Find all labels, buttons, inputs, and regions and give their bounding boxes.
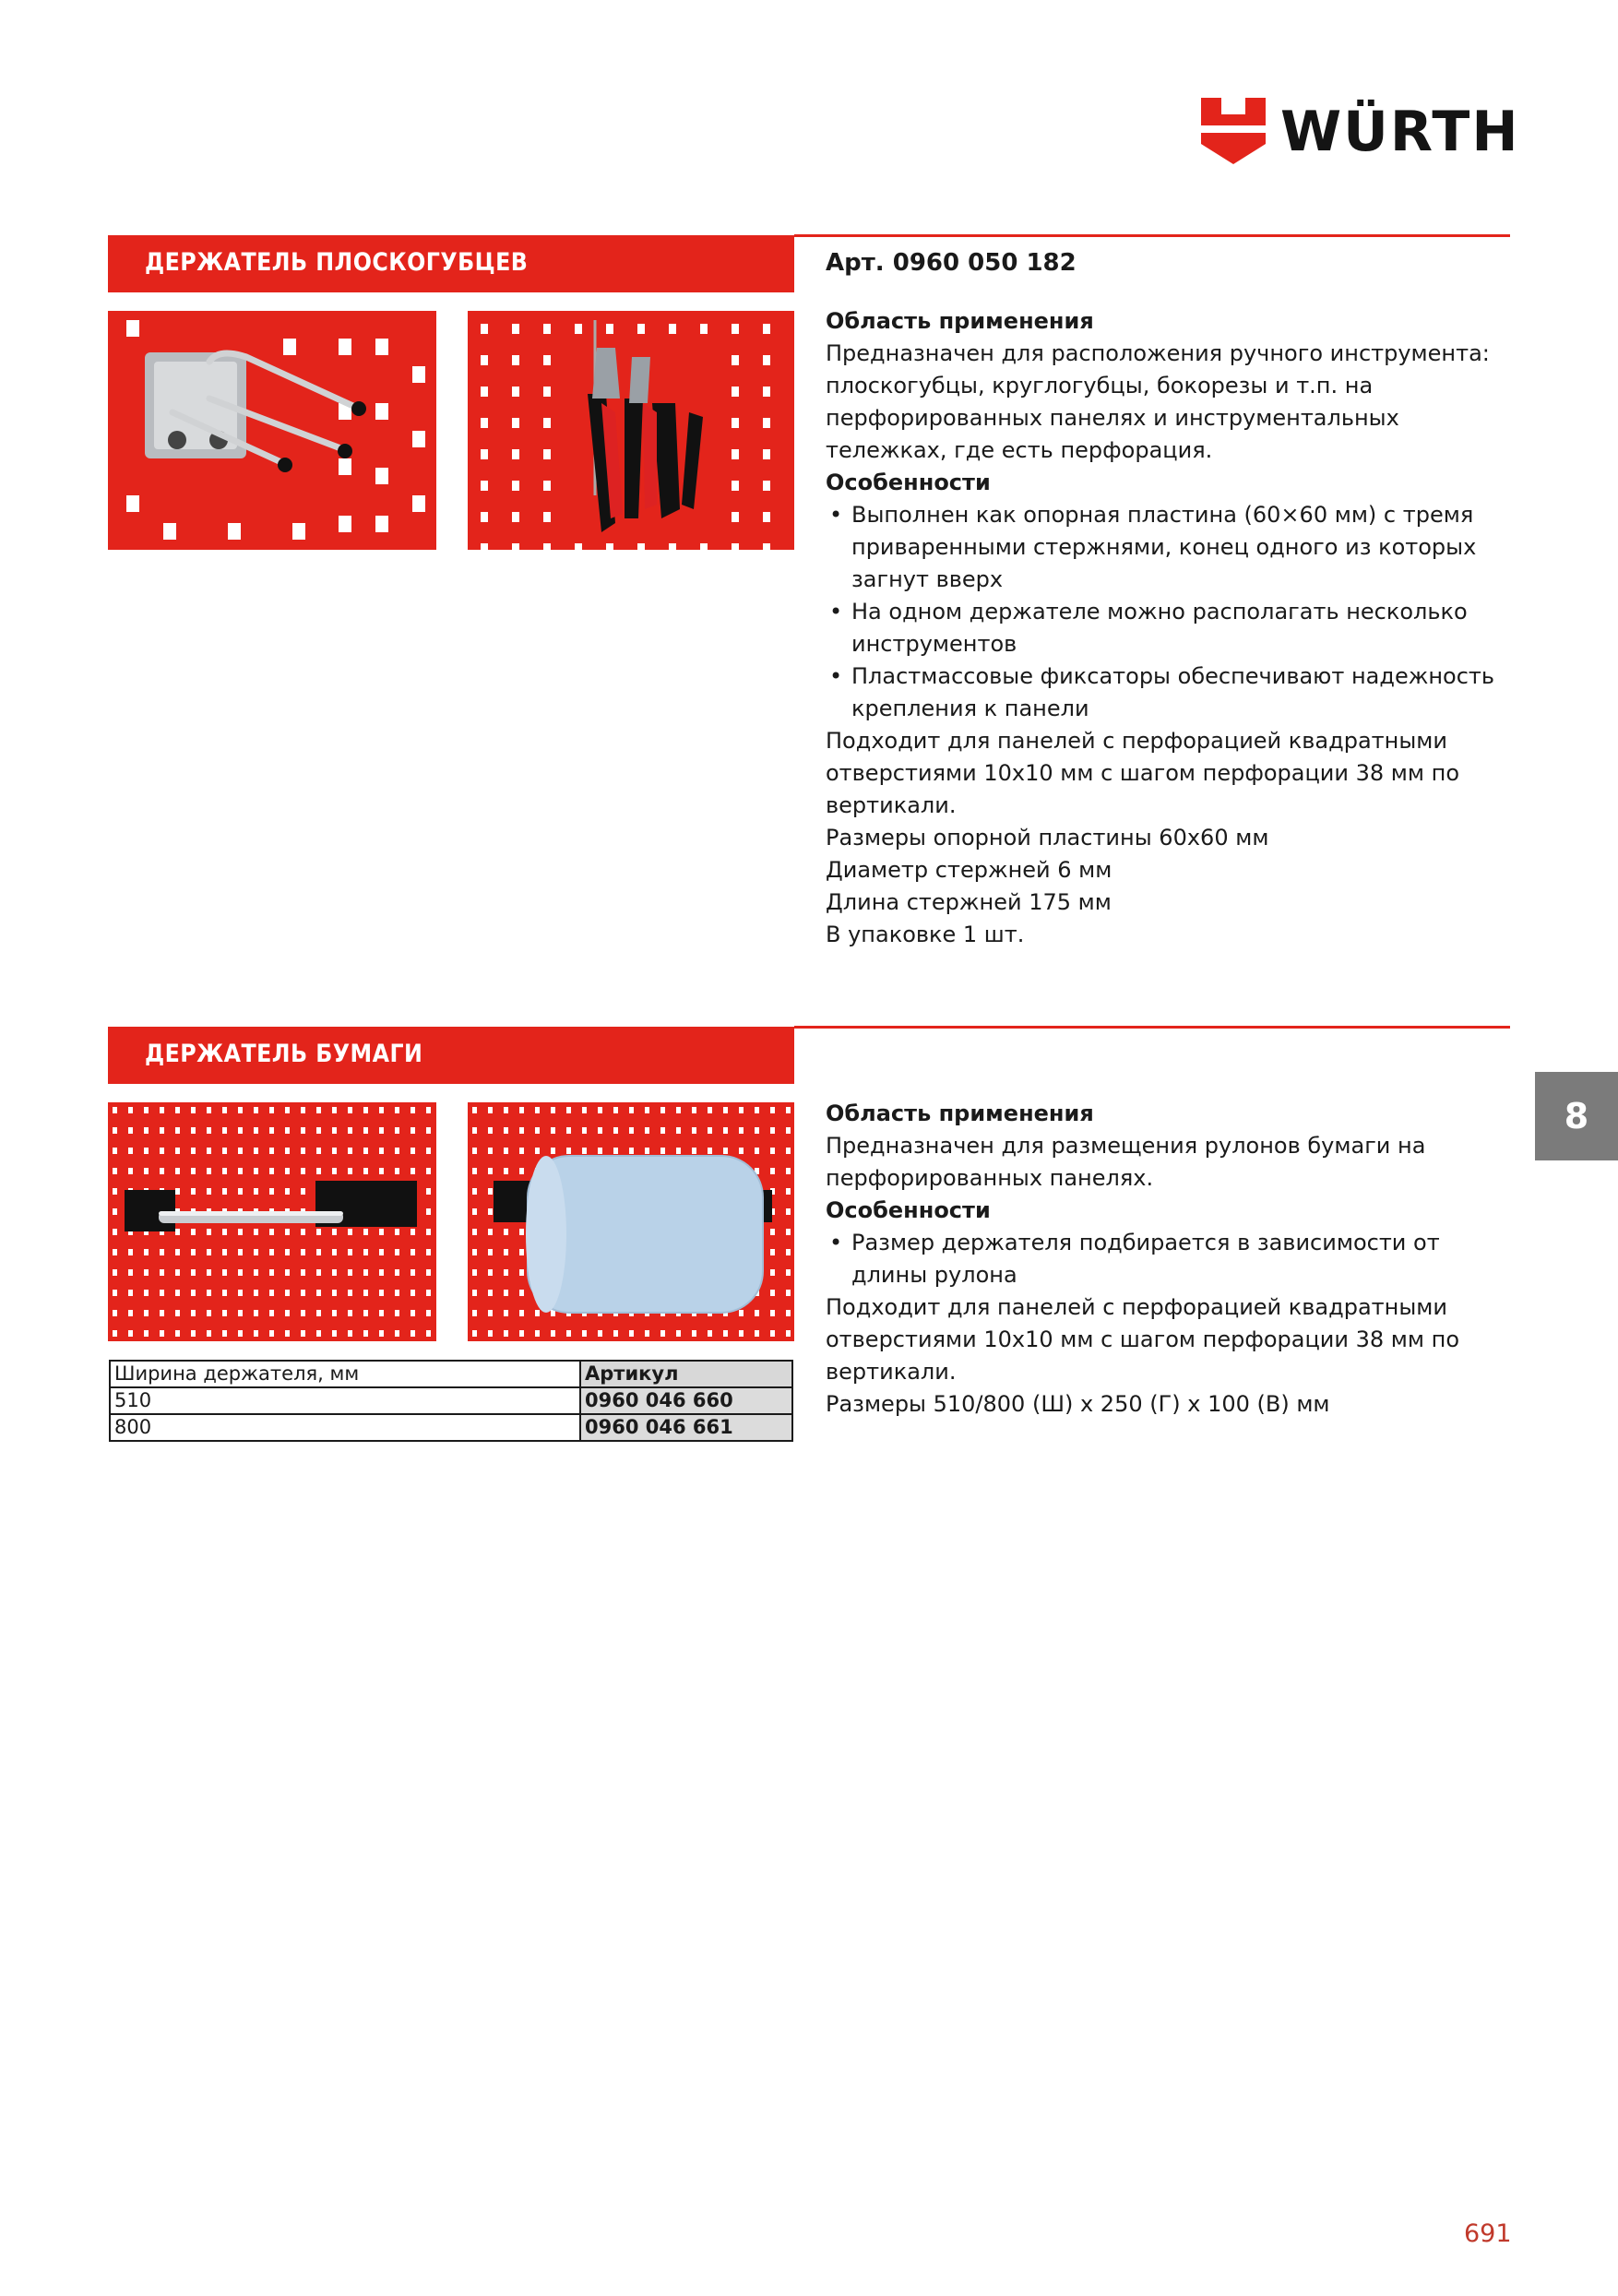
paper-features-heading: Особенности	[826, 1197, 991, 1223]
section-paper-rule	[794, 1026, 1510, 1029]
table-row	[110, 1387, 792, 1414]
list-item: • Пластмассовые фиксаторы обеспечивают надежность крепления к панели	[826, 660, 1513, 725]
section-paper-title: ДЕРЖАТЕЛЬ БУМАГИ	[145, 1040, 423, 1068]
paper-holder-table	[109, 1360, 793, 1442]
table-cell-article: 0960 046 661	[580, 1414, 792, 1441]
pliers-on-panel-photo	[468, 311, 794, 550]
pliers-application-text: Предназначен для расположения ручного инструмента: плоскогубцы, круглогубцы, бокорезы и т.п. на перфорированных панелях и инструментальных тележках, где есть перфорация.	[826, 340, 1490, 463]
paper-note-compat: Подходит для панелей с перфорацией квадратными отверстиями 10x10 мм с шагом перфорации 38 мм по вертикали.	[826, 1294, 1459, 1385]
paper-roll-image	[468, 1102, 794, 1341]
wurth-logo-mark	[1201, 98, 1266, 164]
table-header-article: Артикул	[580, 1361, 792, 1387]
paper-features-list	[826, 1227, 1513, 1291]
wurth-logo	[1201, 96, 1520, 168]
pliers-holder-photo	[108, 311, 436, 550]
paper-holder-photo	[108, 1102, 436, 1341]
table-cell-article: 0960 046 660	[580, 1387, 792, 1414]
paper-holder-image	[108, 1102, 436, 1341]
pliers-article-number: Арт. 0960 050 182	[826, 249, 1077, 277]
pliers-features-list	[826, 499, 1513, 725]
table-header-width: Ширина держателя, мм	[110, 1361, 580, 1387]
paper-note-dimensions: Размеры 510/800 (Ш) x 250 (Г) x 100 (В) мм	[826, 1391, 1330, 1417]
chapter-tab[interactable]: 8	[1535, 1072, 1618, 1160]
pliers-note-plate: Размеры опорной пластины 60x60 мм	[826, 825, 1269, 851]
table-cell-width: 800	[110, 1414, 580, 1441]
table-row	[110, 1414, 792, 1441]
section-paper-header	[108, 1027, 794, 1084]
list-item: • Выполнен как опорная пластина (60×60 мм) с тремя приваренными стержнями, конец одного из которых загнут вверх	[826, 499, 1513, 596]
section-pliers-title: ДЕРЖАТЕЛЬ ПЛОСКОГУБЦЕВ	[145, 248, 529, 277]
logo-wordmark: WÜRTH	[1280, 100, 1520, 164]
paper-application-text: Предназначен для размещения рулонов бумаги на перфорированных панелях.	[826, 1133, 1426, 1191]
section-pliers-text	[826, 247, 1513, 951]
list-item: • На одном держателе можно располагать несколько инструментов	[826, 596, 1513, 660]
page-number: 691	[1464, 2219, 1512, 2248]
table-cell-width: 510	[110, 1387, 580, 1414]
pliers-note-compat: Подходит для панелей с перфорацией квадратными отверстиями 10x10 мм с шагом перфорации 38 мм по вертикали.	[826, 728, 1459, 818]
pliers-note-diameter: Диаметр стержней 6 мм	[826, 857, 1112, 883]
pliers-features-heading: Особенности	[826, 470, 991, 495]
table-header-row	[110, 1361, 792, 1387]
paper-roll-photo	[468, 1102, 794, 1341]
pliers-application-heading: Область применения	[826, 308, 1094, 334]
section-pliers-rule	[794, 234, 1510, 237]
pliers-on-panel-image	[468, 311, 794, 550]
pliers-holder-image	[108, 311, 436, 550]
section-paper-text	[826, 1098, 1513, 1421]
section-pliers-header	[108, 235, 794, 292]
pliers-note-length: Длина стержней 175 мм	[826, 889, 1112, 915]
list-item: • Размер держателя подбирается в зависимости от длины рулона	[826, 1227, 1513, 1291]
pliers-note-pack: В упаковке 1 шт.	[826, 922, 1025, 947]
paper-application-heading: Область применения	[826, 1100, 1094, 1126]
